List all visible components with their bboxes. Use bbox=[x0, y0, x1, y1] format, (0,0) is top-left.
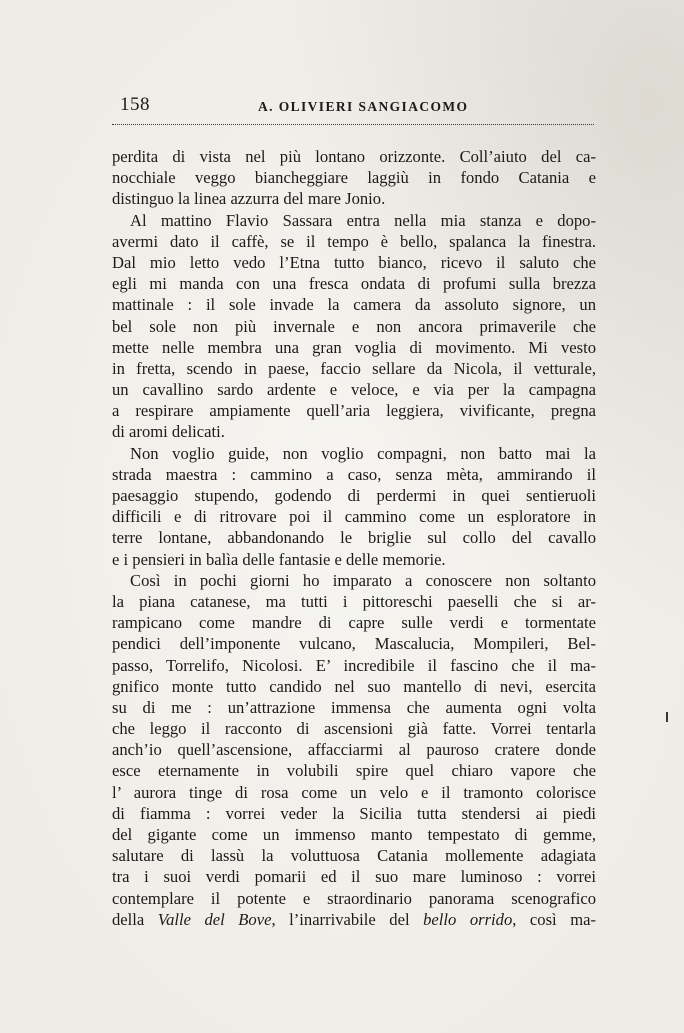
text-line: nocchiale veggo biancheggiare laggiù in fondo Catania e bbox=[112, 168, 596, 188]
text-line: Così in pochi giorni ho imparato a conoscere non soltanto bbox=[130, 570, 596, 590]
text-line: un cavallino sardo ardente e veloce, e via per la campagna bbox=[112, 380, 596, 400]
running-head: A. OLIVIERI SANGIACOMO bbox=[258, 99, 469, 114]
margin-mark bbox=[666, 712, 668, 722]
text-line: pendici dell’imponente vulcano, Mascalucia, Mompileri, Bel- bbox=[112, 634, 596, 654]
text-line: rampicano come mandre di capre sulle verdi e tormentate bbox=[112, 613, 596, 633]
text-line: Non voglio guide, non voglio compagni, non batto mai la bbox=[130, 443, 596, 463]
page-header bbox=[112, 94, 592, 124]
italic-phrase: Valle del Bove bbox=[157, 909, 272, 929]
text-line: passo, Torrelifo, Nicolosi. E’ incredibile il fascino che il ma- bbox=[112, 655, 596, 675]
text-line: mette nelle membra una gran voglia di movimento. Mi vesto bbox=[112, 337, 596, 357]
text-line: esce eternamente in volubili spire quel chiaro vapore che bbox=[112, 761, 596, 781]
text-fragment: , così ma- bbox=[512, 909, 596, 929]
text-line: perdita di vista nel più lontano orizzonte. Coll’aiuto del ca- bbox=[112, 147, 596, 166]
text-line: tra i suoi verdi pomarii ed il suo mare luminoso : vorrei bbox=[112, 867, 596, 887]
text-line: distinguo la linea azzurra del mare Jonio. bbox=[112, 189, 386, 209]
text-line: salutare di lassù la voluttuosa Catania mollemente adagiata bbox=[112, 846, 596, 866]
page-number: 158 bbox=[120, 94, 150, 115]
text-line: a respirare ampiamente quell’aria leggiera, vivificante, pregna bbox=[112, 401, 596, 421]
text-line: avermi dato il caffè, se il tempo è bello, spalanca la finestra. bbox=[112, 231, 596, 251]
text-line: in fretta, scendo in paese, faccio sellare da Nicola, il vetturale, bbox=[112, 358, 596, 378]
text-line: contemplare il potente e straordinario panorama scenografico bbox=[112, 888, 596, 908]
text-line: gnifico monte tutto candido nel suo mantello di nevi, esercita bbox=[112, 676, 596, 696]
text-line: mattinale : il sole invade la camera da assoluto signore, un bbox=[112, 295, 596, 315]
body-text bbox=[112, 146, 596, 930]
text-line: difficili e di ritrovare poi il cammino come un esploratore in bbox=[112, 507, 596, 527]
text-line: e i pensieri in balìa delle fantasie e delle memorie. bbox=[112, 549, 446, 569]
text-line: terre lontane, abbandonando le briglie sul collo del cavallo bbox=[112, 528, 596, 548]
text-line: di fiamma : vorrei veder la Sicilia tutta stendersi ai piedi bbox=[112, 803, 596, 823]
text-line: Al mattino Flavio Sassara entra nella mia stanza e dopo- bbox=[130, 210, 596, 230]
text-line: che leggo il racconto di ascensioni già fatte. Vorrei tentarla bbox=[112, 719, 596, 739]
text-line-final bbox=[112, 909, 596, 930]
text-line: l’ aurora tinge di rosa come un velo e il tramonto colorisce bbox=[112, 782, 596, 802]
text-line: strada maestra : cammino a caso, senza mèta, ammirando il bbox=[112, 464, 596, 484]
text-line: del gigante come un immenso manto tempestato di gemme, bbox=[112, 825, 596, 844]
italic-phrase: bello orrido bbox=[423, 909, 513, 929]
text-line: la piana catanese, ma tutti i pittoreschi paeselli che si ar- bbox=[112, 591, 596, 611]
text-line: anch’io quell’ascensione, affacciarmi al pauroso cratere donde bbox=[112, 740, 596, 760]
text-line: su di me : un’attrazione immensa che aumenta ogni volta bbox=[112, 697, 596, 717]
text-line: di aromi delicati. bbox=[112, 422, 225, 442]
text-line: paesaggio stupendo, godendo di perdermi in quei sentieruoli bbox=[112, 486, 596, 505]
header-rule bbox=[112, 124, 594, 125]
text-line: Dal mio letto vedo l’Etna tutto bianco, ricevo il saluto che bbox=[112, 252, 596, 272]
text-fragment: della bbox=[112, 909, 158, 929]
text-fragment: , l’inarrivabile del bbox=[271, 909, 424, 929]
text-line: bel sole non più invernale e non ancora primaverile che bbox=[112, 316, 596, 336]
text-line: egli mi manda con una fresca ondata di profumi sulla brezza bbox=[112, 274, 596, 294]
